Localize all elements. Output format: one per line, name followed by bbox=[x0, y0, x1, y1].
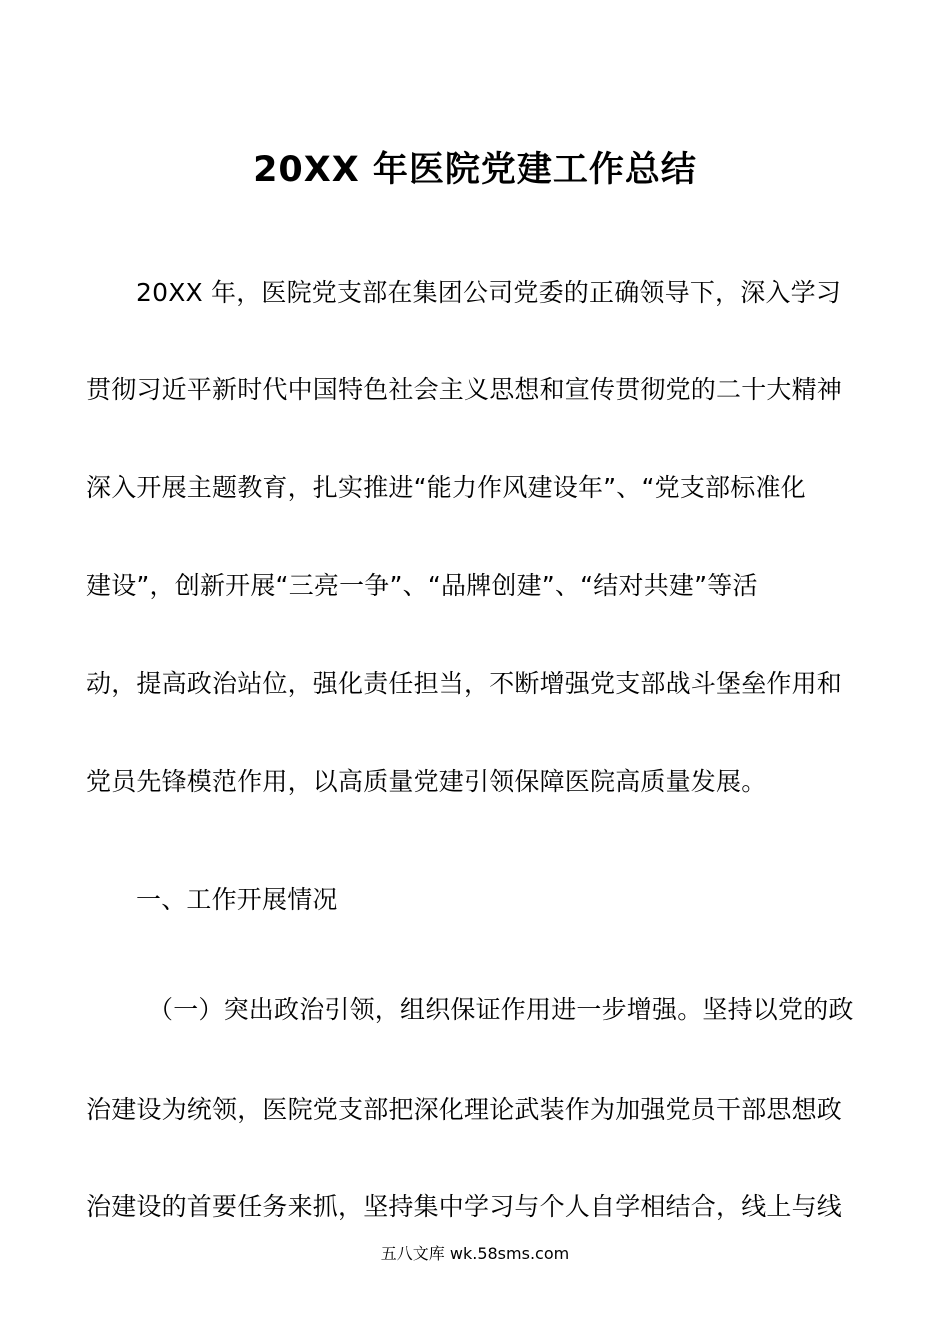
paragraph-line: 治建设的首要任务来抓，坚持集中学习与个人自学相结合，线上与线 bbox=[86, 1192, 843, 1221]
paragraph-line: 动，提高政治站位，强化责任担当，不断增强党支部战斗堡垒作用和 bbox=[86, 669, 843, 698]
paragraph-line: 党员先锋模范作用，以高质量党建引领保障医院高质量发展。 bbox=[86, 767, 767, 796]
paragraph-line: 建设”，创新开展“三亮一争”、“品牌创建”、“结对共建”等活 bbox=[86, 571, 758, 600]
paragraph-line: 20XX 年，医院党支部在集团公司党委的正确领导下，深入学习 bbox=[136, 278, 842, 307]
footer-watermark: 五八文库 wk.58sms.com bbox=[380, 1244, 570, 1263]
paragraph-line: （一）突出政治引领，组织保证作用进一步增强。坚持以党的政 bbox=[148, 995, 854, 1024]
paragraph-line: 深入开展主题教育，扎实推进“能力作风建设年”、“党支部标准化 bbox=[86, 473, 806, 502]
paragraph-line: 贯彻习近平新时代中国特色社会主义思想和宣传贯彻党的二十大精神 bbox=[86, 375, 843, 404]
paragraph-line: 治建设为统领，医院党支部把深化理论武装作为加强党员干部思想政 bbox=[86, 1095, 843, 1124]
section-heading: 一、工作开展情况 bbox=[136, 885, 338, 914]
document-title: 20XX 年医院党建工作总结 bbox=[253, 150, 697, 190]
